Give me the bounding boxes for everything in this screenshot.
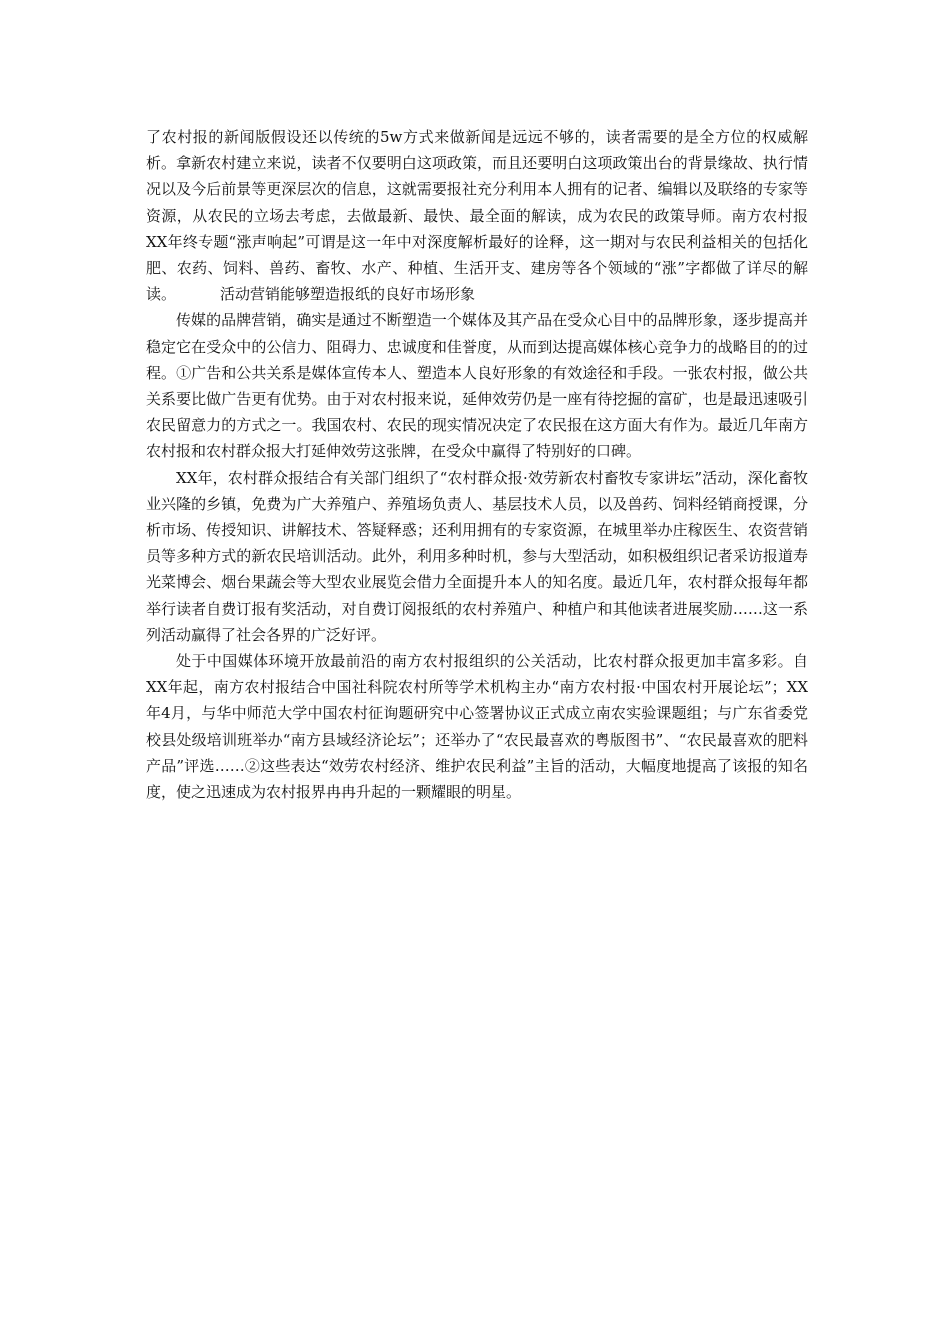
paragraph-4: 处于中国媒体环境开放最前沿的南方农村报组织的公关活动，比农村群众报更加丰富多彩。自XX年起，南方农村报结合中国社科院农村所等学术机构主办“南方农村报·中国农村开展论坛”；XX年4月，与华中师范大学中国农村征询题研究中心签署协议正式成立南农实验课题组；与广东省委党校县处级培训班举办“南方县域经济论坛”；还举办了“农民最喜欢的粤版图书”、“农民最喜欢的肥料产品”评选……②这些表达“效劳农村经济、维护农民利益”主旨的活动，大幅度地提高了该报的知名度，使之迅速成为农村报界冉冉升起的一颗耀眼的明星。 (146, 652, 808, 802)
paragraph-2: 传媒的品牌营销，确实是通过不断塑造一个媒体及其产品在受众心目中的品牌形象，逐步提高并稳定它在受众中的公信力、阻碍力、忠诚度和佳誉度，从而到达提高媒体核心竞争力的战略目的的过程。①广告和公共关系是媒体宣传本人、塑造本人良好形象的有效途径和手段。一张农村报，做公共关系要比做广告更有优势。由于对农村报来说，延伸效劳仍是一座有待挖掘的富矿，也是最迅速吸引农民留意力的方式之一。我国农村、农民的现实情况决定了农民报在这方面大有作为。最近几年南方农村报和农村群众报大打延伸效劳这张牌，在受众中赢得了特别好的口碑。 (146, 311, 808, 461)
section-heading: 活动营销能够塑造报纸的良好市场形象 (220, 285, 476, 304)
document-body (146, 124, 808, 805)
paragraph-1 (146, 124, 808, 307)
paragraph-1-text: 了农村报的新闻版假设还以传统的5w方式来做新闻是远远不够的，读者需要的是全方位的权威解析。拿新农村建立来说，读者不仅要明白这项政策，而且还要明白这项政策出台的背景缘故、执行情况以及今后前景等更深层次的信息，这就需要报社充分利用本人拥有的记者、编辑以及联络的专家等资源，从农民的立场去考虑，去做最新、最快、最全面的解读，成为农民的政策导师。南方农村报XX年终专题“涨声响起”可谓是这一年中对深度解析最好的诠释，这一期对与农民利益相关的包括化肥、农药、饲料、兽药、畜牧、水产、种植、生活开支、建房等各个领域的“涨”字都做了详尽的解读。 (146, 128, 808, 304)
paragraph-3: XX年，农村群众报结合有关部门组织了“农村群众报·效劳新农村畜牧专家讲坛”活动，深化畜牧业兴隆的乡镇，免费为广大养殖户、养殖场负责人、基层技术人员，以及兽药、饲料经销商授课，分析市场、传授知识、讲解技术、答疑释惑；还利用拥有的专家资源，在城里举办庄稼医生、农资营销员等多种方式的新农民培训活动。此外，利用多种时机，参与大型活动，如积极组织记者采访报道寿光菜博会、烟台果蔬会等大型农业展览会借力全面提升本人的知名度。最近几年，农村群众报每年都举行读者自费订报有奖活动，对自费订阅报纸的农村养殖户、种植户和其他读者进展奖励……这一系列活动赢得了社会各界的广泛好评。 (146, 468, 808, 644)
